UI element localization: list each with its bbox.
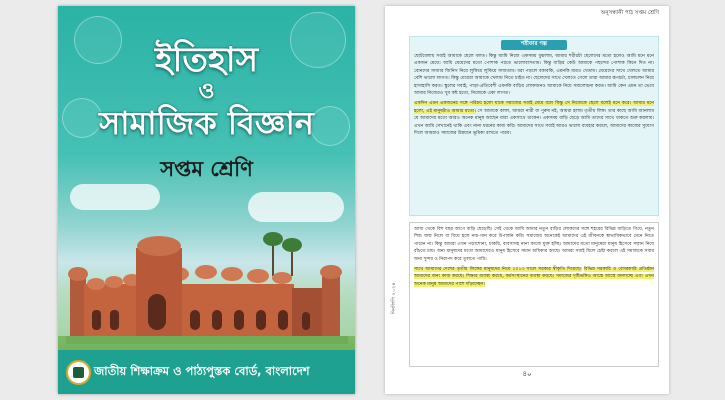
cover-footer	[58, 350, 355, 394]
story-paragraph: একদিন এমন একজনের সঙ্গে পরিচয় হলো যাকে সমাজের সবাই মেয়ে বলে কিন্তু সে নিজেকে ছেলে বলেই মনে করে। আমার মনে হলো, এই মানুষটাও আমার মতো। সে আমাকে বলল, আমরা নারী বা পুরুষ নই, আমরা হলাম তৃতীয় লিঙ্গ। তার কাছে আমি জানলাম যে আমাদের মতো আরও অনেক মানুষ আছেন যারা একসাথে থাকেন। একসময় বাড়ি ছেড়ে আমি তাদের সাথে থাকতে শুরু করলাম। এখন আমি সেখানেই থাকি এবং নানা ধরনের কাজ করি। আমাদের সাথে সবাই আরও ভালো ব্যবহার করলে, আমাদের কাজের সুযোগ দিলে আমরাও সমাজের উন্নয়নে ভূমিকা রাখতে পারব।	[414, 101, 654, 137]
mosque-illustration	[66, 214, 348, 344]
story-paragraph: আজ থেকে বিশ বছর আগে বাড়ি ছেড়েছি। সেই থেকে আমি আমার নতুন বাড়ির লোকদের সঙ্গে শহরের বিভিন্ন বাড়িতে গিয়ে, নতুন শিশু জন্ম নিলে বা বিয়ে হলে নাচ-গান করে উপার্জন করি। সমাজের অনেকেই আমাদের এই জীবনকে স্বাভাবিকভাবে মেনে নিতে পারেন না। কিন্তু আমরা এখন পড়াশোনা, চাকরি, ব্যবসাসহ নানা কাজে যুক্ত হচ্ছি। আমাদের মতো মানুষেরা মানুষ হিসেবে সম্মান নিয়ে বাঁচতে চায়। অন্য মানুষদের মতো আমাদেরও মানুষ হিসেবে সমান অধিকার আছে। আমরা সবাই মিলে চেষ্টা করলে এই সমাজকে সবার জন্য সুন্দর ও নিরাপদ করে তুলতে পারি।	[414, 227, 654, 262]
cloud	[70, 184, 160, 210]
story-box	[409, 36, 659, 216]
running-header: অনুসন্ধানী পাঠ সপ্তম শ্রেণি	[600, 10, 659, 16]
highlighted-text: সাথে আমাদের দেশের তৃতীয় লিঙ্গের মানুষদের নিয়ে ২০১৩ সালে সরকার স্বীকৃতি দিয়েছে।	[414, 267, 582, 273]
cover-title-line3: সামাজিক বিজ্ঞান	[99, 104, 314, 142]
publisher-name: জাতীয় শিক্ষাক্রম ও পাঠ্যপুস্তক বোর্ড, বাংলাদেশ	[94, 363, 310, 378]
story-paragraph: ছোটবেলায় সবাই আমাকে ছেলে বলত। কিন্তু আমি নিজে একসময় বুঝলাম, আমার শরীরটা ছেলেদের মতো হলেও আমি মনে মনে একজন মেয়ে। আমি মেয়েদের মতো পোশাক পরতে ভালোবাসতাম। কিন্তু বাড়ির কেউ আমাকে পছন্দের পোশাক কিনে দিত না। বোনদের সাজার জিনিস নিয়ে লুকিয়ে লুকিয়ে সাজতাম। ধরা পড়লে বকাবকি, এমনকি মারও খেতাম। মেয়েদের সাথে খেলতে আমার বেশি ভালো লাগত। কিন্তু মেয়েরা আমাকে খেলায় নিতে চাইত না। ছেলেদের সাথে খেলতে গেলে তারা আমার রূপচর্চা, চালচলন নিয়ে হাসাহাসি করত। স্কুলের সবাই, পাড়া-প্রতিবেশী এমনকি বাড়ির লোকজনও আমাকে নিয়ে সমালোচনা করত। আমি কেন এমন তা ভেবে আমার নিজেরও খুব কষ্ট হতো, নিজেকে একা লাগত।	[414, 54, 654, 97]
story-continued-box	[409, 222, 659, 367]
cover-title-line1: ইতিহাস	[154, 40, 259, 80]
cover-grade: সপ্তম শ্রেণি	[160, 157, 253, 181]
story-heading: শরীফার গল্প	[501, 40, 567, 50]
side-label: দিনলিপি ২০২৪	[391, 282, 397, 314]
book-page	[385, 6, 669, 394]
highlighted-text: বিভিন্ন সরকারি ও বেসরকারি প্রতিষ্ঠান আমাদের জন্য কাজ করছে। শিক্ষার ব্যবস্থা করছে, কর্মসংস্থানের ব্যবস্থা করছে। সমাজের দৃষ্টিভঙ্গিও আস্তে আস্তে বদলাচ্ছে এবং এখন অনেক মানুষ আমাদের পাশে দাঁড়াচ্ছেন।	[414, 267, 654, 287]
board-emblem-icon	[66, 360, 91, 385]
page-number: ৪০	[522, 370, 532, 378]
story-paragraph	[414, 266, 654, 288]
cover-title-line2: ও	[198, 79, 215, 104]
highlighted-text: একদিন এমন একজনের সঙ্গে পরিচয় হলো যাকে সমাজের সবাই মেয়ে বলে কিন্তু সে নিজেকে ছেলে বলেই মনে করে। আমার মনে হলো, এই মানুষটাও আমার মতো।	[414, 101, 654, 114]
book-cover	[58, 6, 355, 394]
